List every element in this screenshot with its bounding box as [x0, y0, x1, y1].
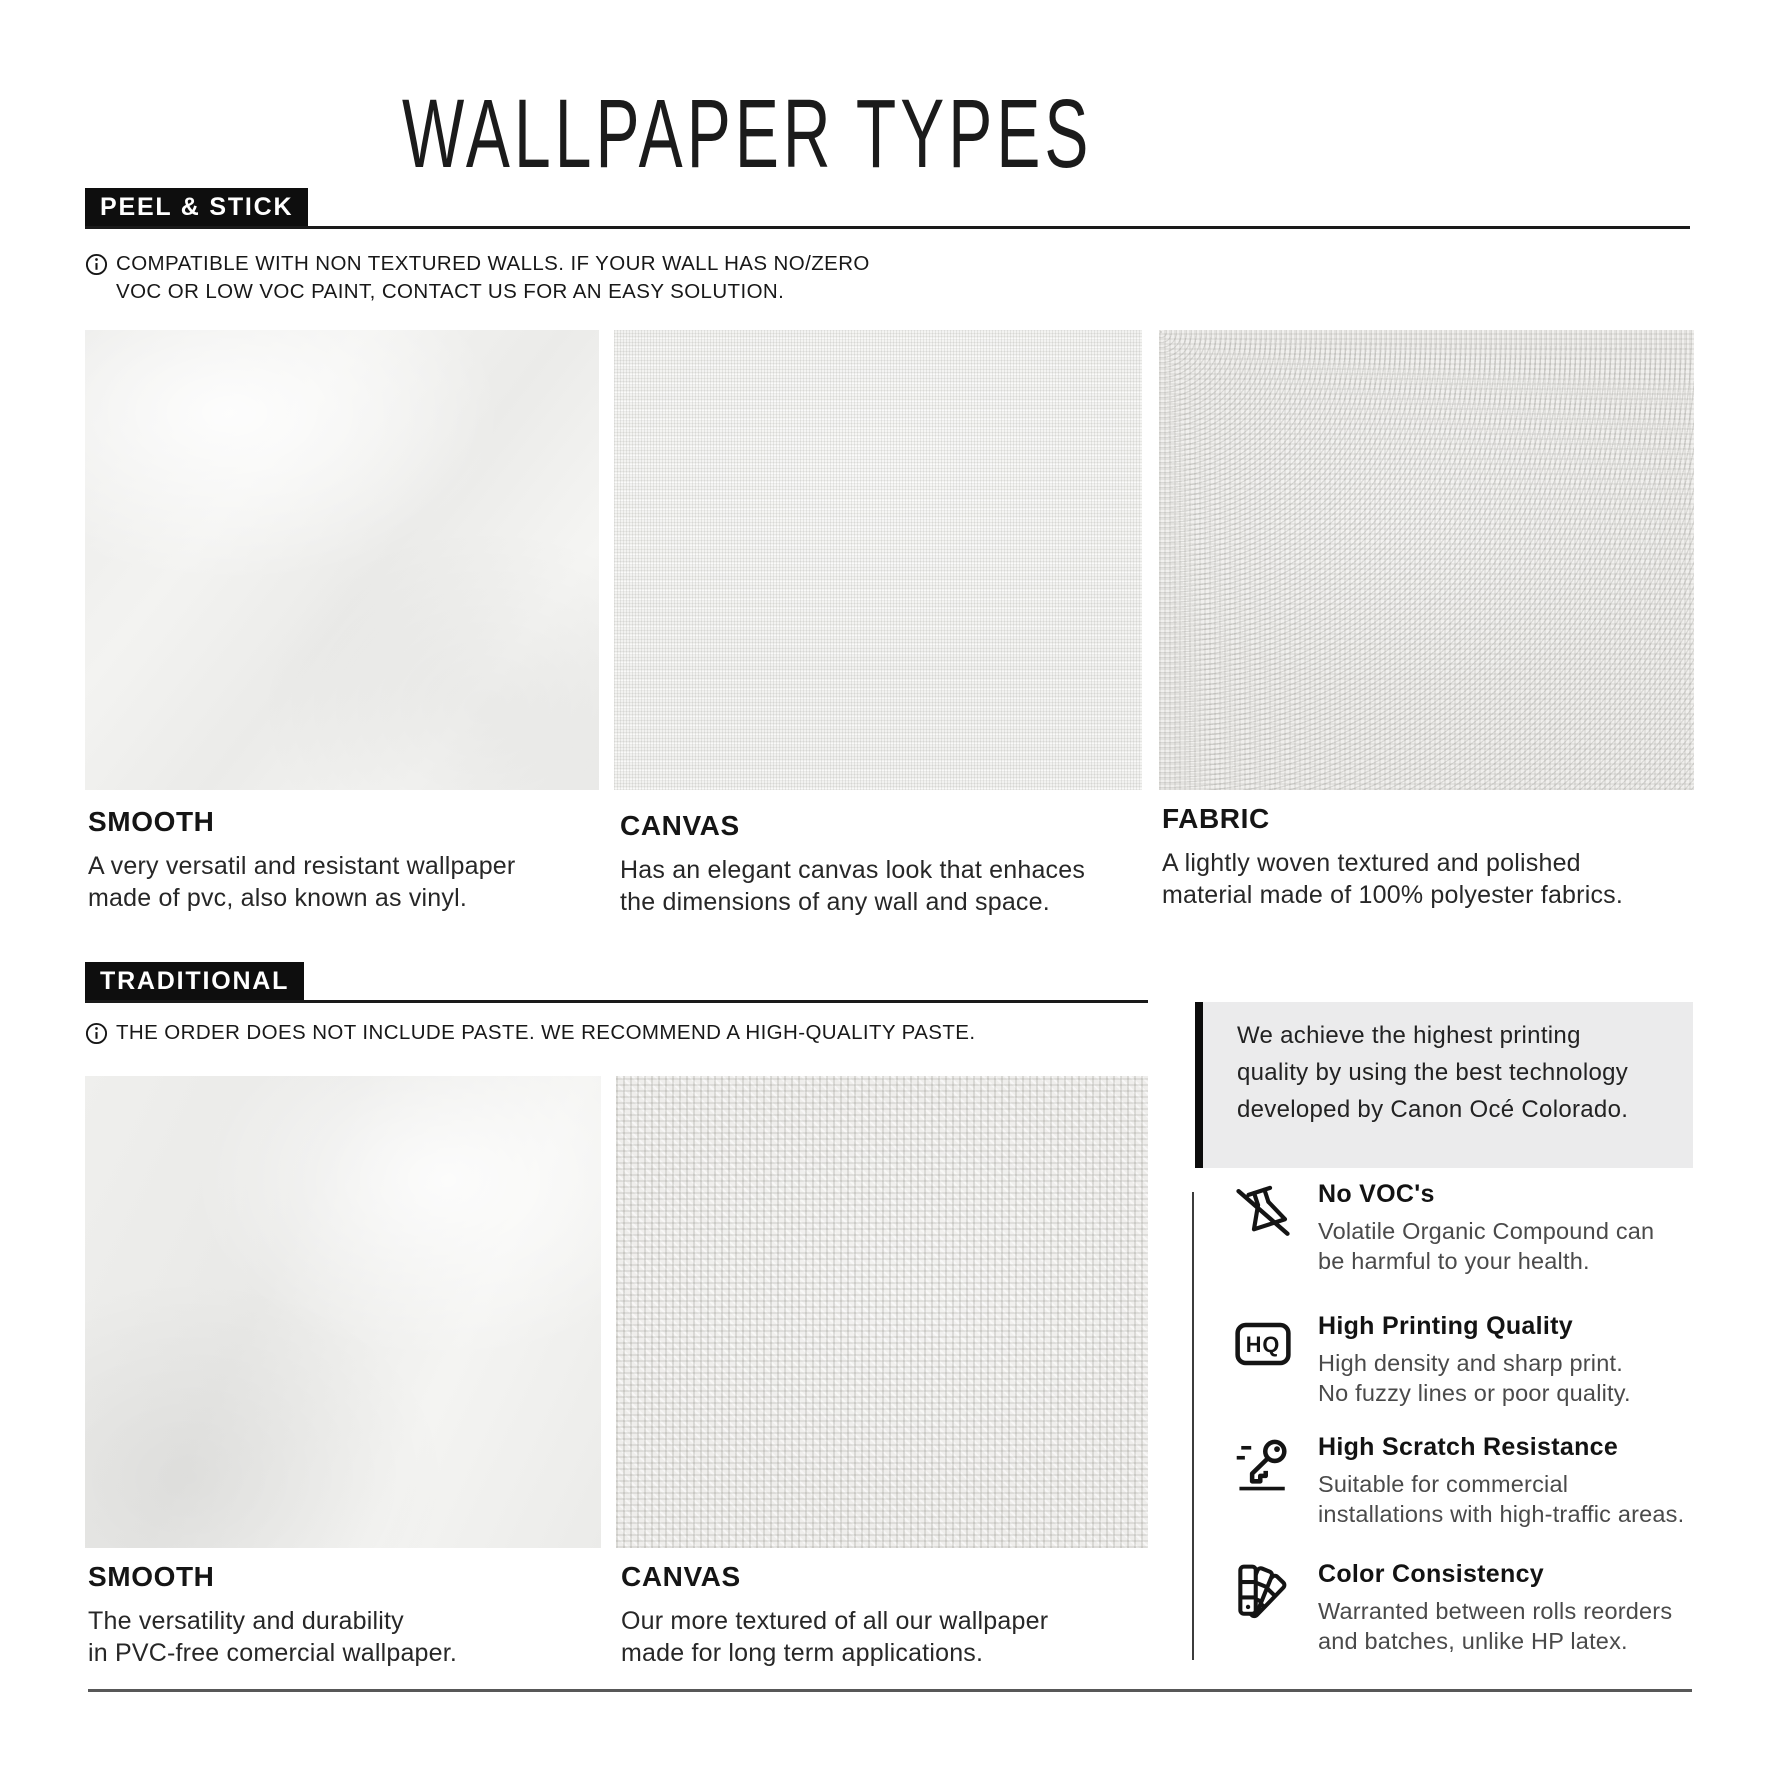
svg-text:HQ: HQ: [1245, 1332, 1281, 1358]
traditional-smooth-caption: [88, 1561, 457, 1669]
card-title: CANVAS: [621, 1561, 741, 1592]
note-line: THE ORDER DOES NOT INCLUDE PASTE. WE RECOMMEND A HIGH-QUALITY PASTE.: [116, 1021, 976, 1044]
feature-title: High Printing Quality: [1318, 1312, 1573, 1340]
note-line: COMPATIBLE WITH NON TEXTURED WALLS. IF YOUR WALL HAS NO/ZERO: [116, 252, 870, 275]
footer-rule: [88, 1689, 1692, 1692]
traditional-section-label: [85, 962, 304, 1000]
no-voc-flask-icon: [1234, 1183, 1292, 1247]
feature-color-consistency: [1234, 1559, 1672, 1656]
canvas-card-caption: [620, 810, 1085, 918]
card-description: A very versatil and resistant wallpaper made of pvc, also known as vinyl.: [88, 852, 516, 912]
rough-canvas-swatch: [616, 1076, 1148, 1548]
fine-canvas-swatch: [614, 330, 1142, 790]
hq-badge-icon: [1234, 1315, 1292, 1379]
fabric-card-caption: [1162, 803, 1623, 911]
feature-title: No VOC's: [1318, 1180, 1435, 1208]
peel-stick-note: [85, 250, 870, 306]
card-title: CANVAS: [620, 810, 740, 841]
card-title: SMOOTH: [88, 1561, 215, 1592]
smooth-vinyl-swatch: [85, 330, 599, 790]
smooth-card-caption: [88, 806, 515, 914]
feature-high-printing-quality: [1234, 1311, 1631, 1408]
card-title: FABRIC: [1162, 803, 1270, 834]
peel-stick-label-text: PEEL & STICK: [100, 192, 294, 221]
feature-title: Color Consistency: [1318, 1560, 1544, 1588]
color-swatches-icon: [1234, 1563, 1292, 1627]
card-description: Has an elegant canvas look that enhaces the dimensions of any wall and space.: [620, 856, 1086, 916]
info-icon: [85, 253, 108, 284]
card-description: Our more textured of all our wallpaper made for long term applications.: [621, 1607, 1049, 1667]
features-vertical-rule: [1192, 1192, 1194, 1660]
feature-no-voc: [1234, 1179, 1654, 1276]
traditional-note: [85, 1019, 975, 1047]
card-description: The versatility and durability in PVC-free comercial wallpaper.: [88, 1607, 458, 1667]
peel-stick-divider: [85, 226, 1690, 229]
feature-title: High Scratch Resistance: [1318, 1433, 1619, 1461]
peel-stick-section-label: [85, 188, 308, 226]
woven-fabric-swatch: [1159, 330, 1694, 790]
scratch-resistant-key-icon: [1234, 1436, 1292, 1500]
traditional-divider: [85, 1000, 1148, 1003]
note-line: VOC OR LOW VOC PAINT, CONTACT US FOR AN EASY SOLUTION.: [116, 280, 785, 303]
info-icon: [85, 1022, 108, 1053]
card-description: A lightly woven textured and polished material made of 100% polyester fabrics.: [1162, 849, 1623, 909]
smooth-pvc-free-swatch: [85, 1076, 601, 1548]
traditional-label-text: TRADITIONAL: [100, 966, 290, 995]
printing-quality-quote: We achieve the highest printing quality by using the best technology developed by Canon Océ Colorado.: [1195, 1002, 1693, 1168]
page-title: WALLPAPER TYPES: [402, 79, 1093, 188]
feature-high-scratch-resistance: [1234, 1432, 1684, 1529]
feature-description: Volatile Organic Compound can be harmful to your health.: [1318, 1218, 1655, 1274]
feature-description: Warranted between rolls reorders and batches, unlike HP latex.: [1318, 1598, 1673, 1654]
feature-description: High density and sharp print. No fuzzy lines or poor quality.: [1318, 1350, 1631, 1406]
feature-description: Suitable for commercial installations with high-traffic areas.: [1318, 1471, 1685, 1527]
card-title: SMOOTH: [88, 806, 215, 837]
traditional-canvas-caption: [621, 1561, 1048, 1669]
